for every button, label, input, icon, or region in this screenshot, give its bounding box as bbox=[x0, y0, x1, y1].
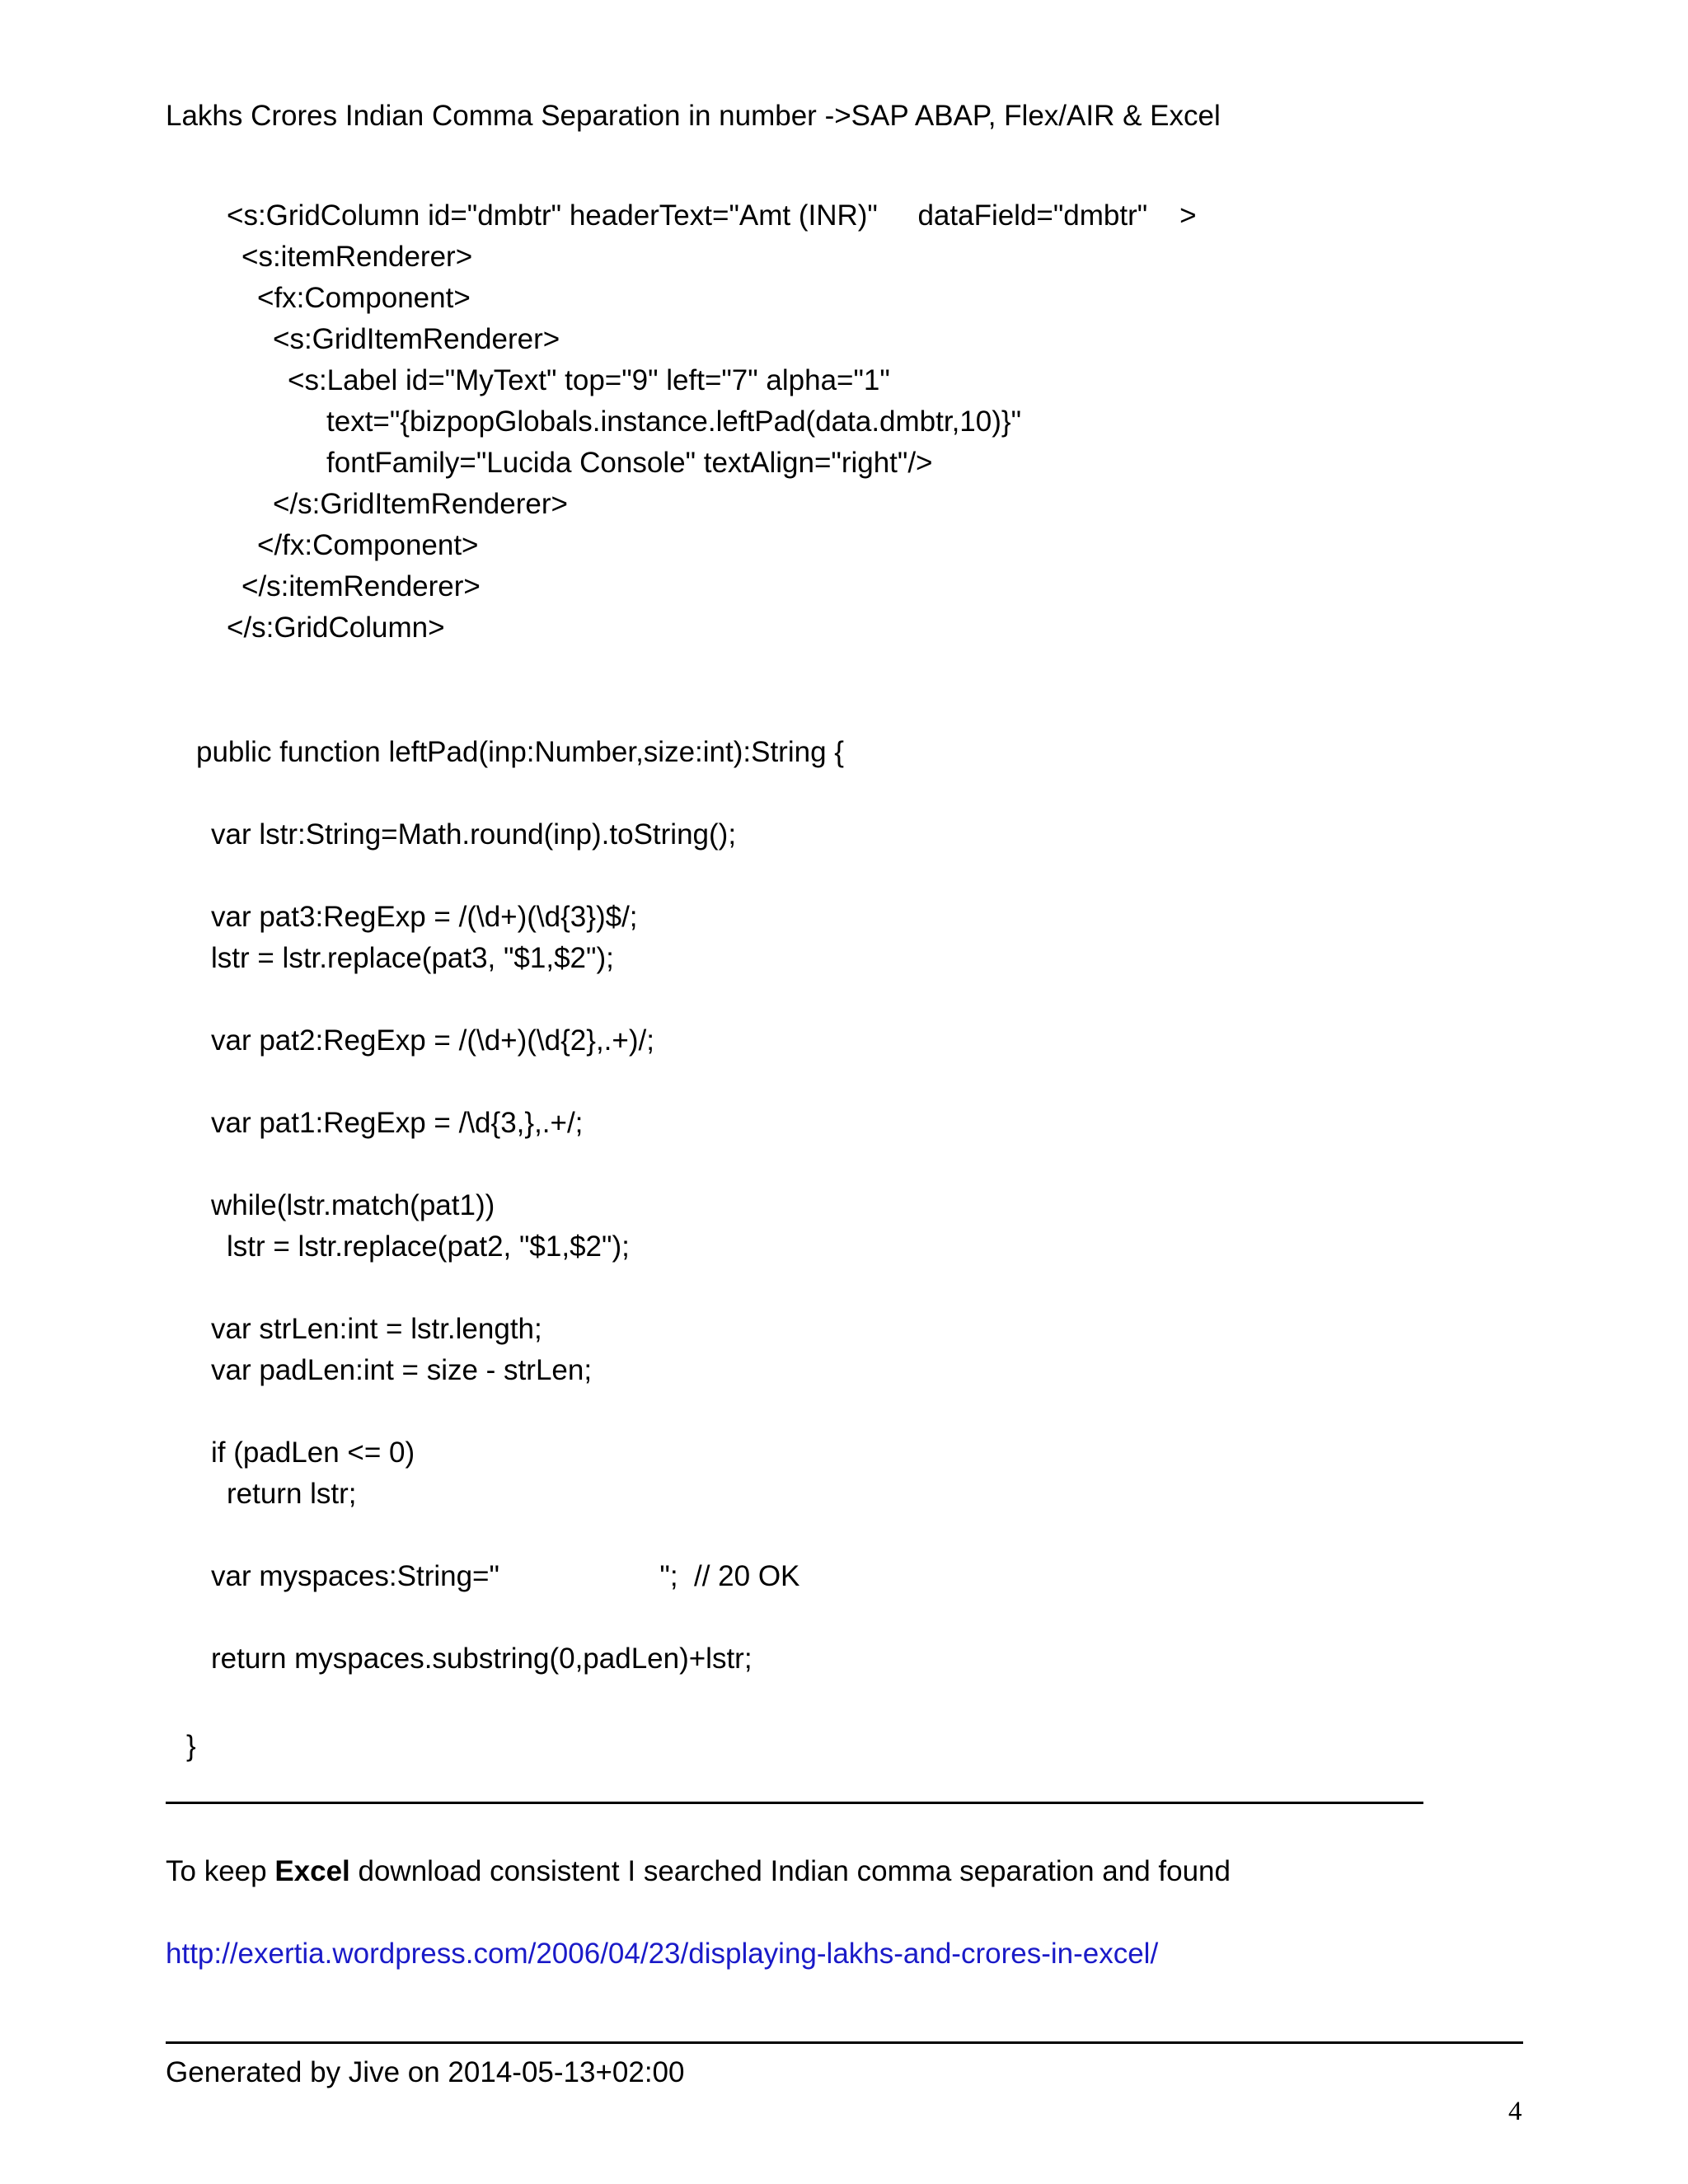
code-line: lstr = lstr.replace(pat3, "$1,$2"); bbox=[211, 942, 614, 974]
code-line: text="{bizpopGlobals.instance.leftPad(data.dmbtr,10)}" bbox=[326, 405, 1022, 438]
code-line: lstr = lstr.replace(pat2, "$1,$2"); bbox=[227, 1230, 630, 1263]
code-line: return myspaces.substring(0,padLen)+lstr; bbox=[211, 1643, 753, 1675]
code-line: var pat2:RegExp = /(\d+)(\d{2},.+)/; bbox=[211, 1024, 654, 1057]
code-line: var pat1:RegExp = /\d{3,},.+/; bbox=[211, 1107, 584, 1139]
code-line: <s:GridItemRenderer> bbox=[273, 323, 560, 355]
exertia-link[interactable]: http://exertia.wordpress.com/2006/04/23/displaying-lakhs-and-crores-in-excel/ bbox=[166, 1938, 1159, 1970]
code-line: if (padLen <= 0) bbox=[211, 1436, 415, 1469]
code-line: </s:GridItemRenderer> bbox=[273, 488, 568, 520]
code-line: var pat3:RegExp = /(\d+)(\d{3})$/; bbox=[211, 901, 638, 933]
code-line: <s:itemRenderer> bbox=[241, 241, 473, 273]
code-line: } bbox=[186, 1730, 196, 1762]
code-line: </s:GridColumn> bbox=[227, 612, 445, 644]
code-line: public function leftPad(inp:Number,size:int):String { bbox=[196, 736, 844, 768]
footer-generated-by: Generated by Jive on 2014-05-13+02:00 bbox=[166, 2056, 685, 2088]
code-line: var myspaces:String=" "; // 20 OK bbox=[211, 1560, 800, 1592]
code-line: var strLen:int = lstr.length; bbox=[211, 1313, 542, 1345]
paragraph-text-after: download consistent I searched Indian comma separation and found bbox=[349, 1855, 1231, 1887]
footer-divider bbox=[166, 2041, 1523, 2044]
page-number: 4 bbox=[1508, 2097, 1522, 2126]
page-header-title: Lakhs Crores Indian Comma Separation in number ->SAP ABAP, Flex/AIR & Excel bbox=[166, 100, 1221, 132]
code-line: <s:GridColumn id="dmbtr" headerText="Amt (INR)" dataField="dmbtr" > bbox=[227, 199, 1197, 232]
excel-paragraph bbox=[166, 1851, 1231, 1892]
code-line: return lstr; bbox=[227, 1478, 357, 1510]
code-line: var padLen:int = size - strLen; bbox=[211, 1354, 593, 1386]
code-line: var lstr:String=Math.round(inp).toString(); bbox=[211, 818, 737, 851]
code-line: </s:itemRenderer> bbox=[241, 570, 481, 602]
paragraph-text-before: To keep bbox=[166, 1855, 275, 1887]
code-line: while(lstr.match(pat1)) bbox=[211, 1189, 495, 1221]
code-line: </fx:Component> bbox=[257, 529, 479, 561]
paragraph-bold-excel: Excel bbox=[274, 1855, 350, 1887]
code-line: fontFamily="Lucida Console" textAlign="right"/> bbox=[326, 447, 933, 479]
code-line: <fx:Component> bbox=[257, 282, 471, 314]
code-line: <s:Label id="MyText" top="9" left="7" alpha="1" bbox=[288, 364, 890, 396]
section-divider bbox=[166, 1802, 1423, 1804]
